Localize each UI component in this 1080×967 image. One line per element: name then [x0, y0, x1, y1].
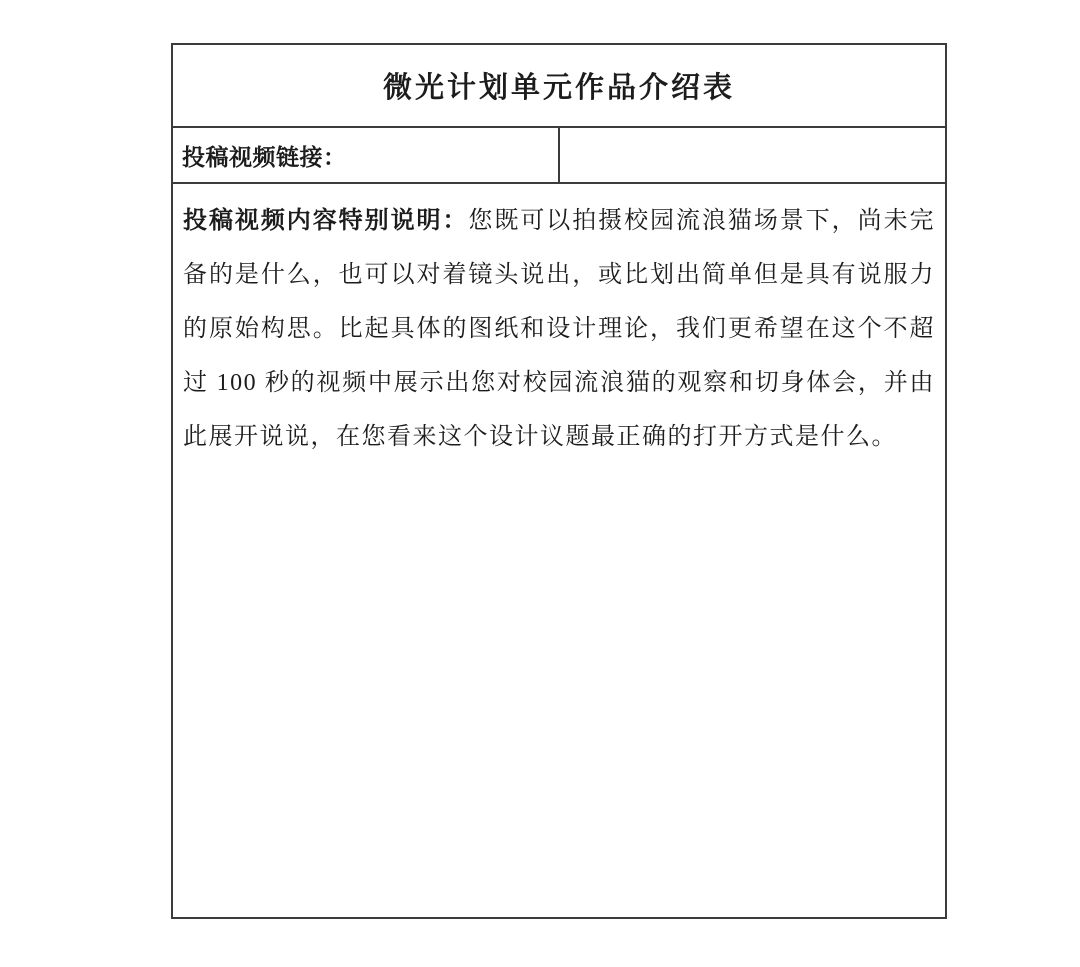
video-description-row [172, 183, 946, 918]
video-description-text: 您既可以拍摄校园流浪猫场景下，尚未完备的是什么，也可以对着镜头说出，或比划出简单但是具有说服力的原始构思。比起具体的图纸和设计理论，我们更希望在这个不超过 100 秒的视频中展示出您对校园流浪猫的观察和切身体会，并由此展开说说，在您看来这个设计议题最正确的打开方式是什么。 [183, 208, 936, 450]
submission-form-table [171, 43, 947, 919]
video-link-label: 投稿视频链接： [172, 127, 559, 183]
video-description-paragraph [183, 194, 935, 464]
video-link-row [172, 127, 946, 183]
video-link-input-cell[interactable] [559, 127, 946, 183]
form-title: 微光计划单元作品介绍表 [172, 44, 946, 127]
title-row [172, 44, 946, 127]
video-description-label: 投稿视频内容特别说明： [183, 208, 469, 234]
video-description-cell[interactable] [172, 183, 946, 918]
